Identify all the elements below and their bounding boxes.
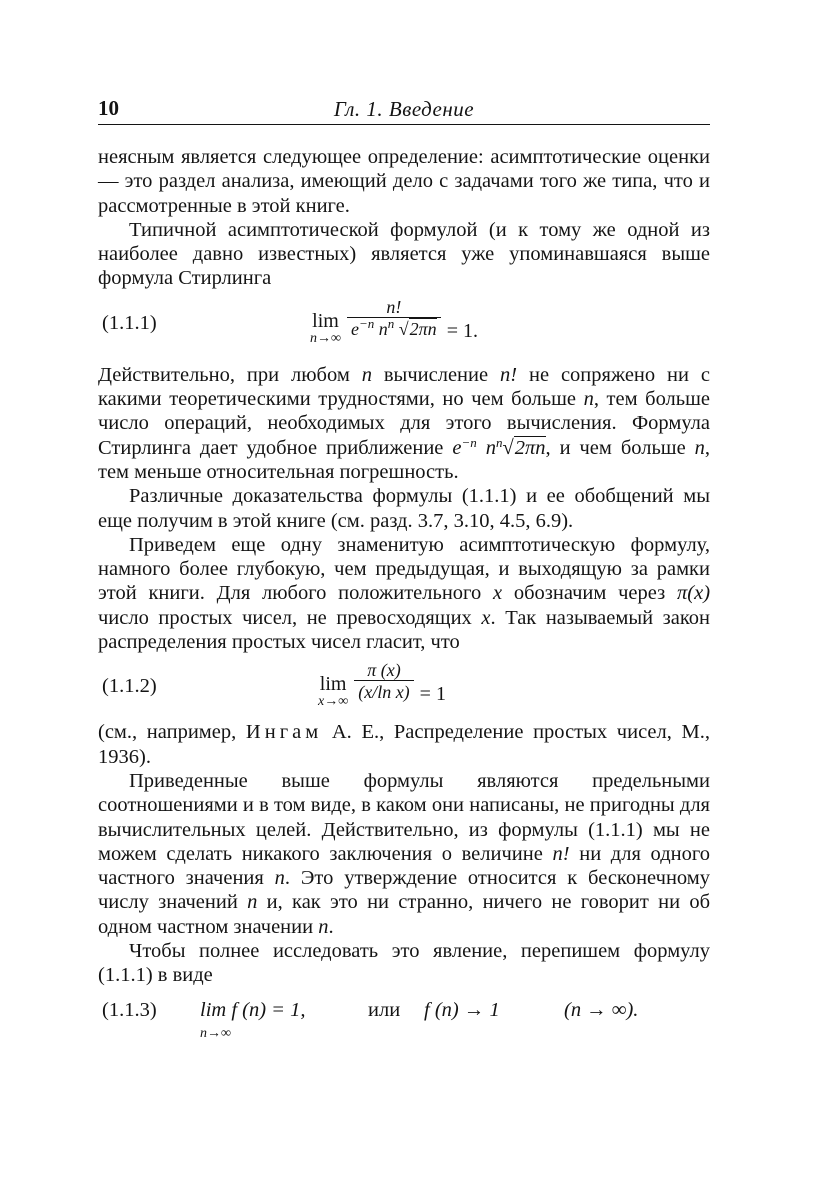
paragraph-3: Действительно, при любом n вычисление n! не сопряжено ни с какими теоретическими трудностями, но чем больше n, тем больше число операций, необходимых для этого вычисления. Формула Стирлинга дает удобное приближение $e^{-n}$ $n^n√2\pi n$, и чем больше n, тем меньше относительная погрешность. [98, 363, 711, 483]
limit-expression: lim f (n) = 1, [200, 998, 306, 1021]
limit-subscript: x→∞ [318, 694, 349, 710]
equation-label: (1.1.1) [102, 311, 157, 334]
paragraph-1: неясным является следующее определение: асимптотические оценки — это раздел анализа, имеющий дело с задачами того же типа, что и рассмотренные в этой книге. [98, 146, 710, 217]
limit-subscript: n→∞ [310, 330, 341, 346]
limit-word: lim [319, 673, 347, 696]
equation-1-1-3 [98, 998, 710, 1046]
paragraph-2: Типичной асимптотической формулой (и к тому же одной из наиболее давно известных) является уже упоминавшаяся выше формула Стирлинга [98, 218, 710, 290]
spaced-author-name: Ингам [245, 721, 323, 744]
convergence-expression: f (n) → 1 [424, 998, 500, 1021]
denominator: (x/ln x) [354, 680, 413, 703]
equation-rhs: = 1 [419, 683, 446, 706]
page-number: 10 [98, 96, 119, 120]
paragraph-6: (см., например, Ингам А. Е., Распределение простых чисел, М., 1936). [98, 721, 711, 768]
running-title: Гл. 1. Введение [333, 97, 475, 121]
prime-number-theorem [318, 660, 446, 709]
numerator: π (x) [367, 660, 401, 681]
book-page [98, 96, 710, 1046]
or-word: или [368, 998, 401, 1021]
limit-subscript: n→∞ [200, 1025, 231, 1041]
equation-label: (1.1.3) [102, 998, 157, 1021]
paragraph-5: Приведем еще одну знаменитую асимптотическую формулу, намного более глубокую, чем предыдущая, и выходящую за рамки этой книги. Для любого положительного x обозначим через π(x) число простых чисел, не превосходящих x. Так называемый закон распределения простых чисел гласит, что [98, 533, 711, 654]
equation-1-1-1 [98, 297, 710, 359]
running-header [98, 96, 710, 125]
fraction [347, 297, 441, 340]
page-body [98, 145, 710, 1046]
limit-condition: (n → ∞). [564, 998, 639, 1021]
numerator: n! [386, 296, 402, 317]
paragraph-4: Различные доказательства формулы (1.1.1) и ее обобщений мы еще получим в этой книге (см. разд. 3.7, 3.10, 4.5, 6.9). [98, 485, 710, 532]
fraction [354, 660, 413, 703]
equation-1-1-2 [98, 660, 710, 716]
limit-word: lim [312, 309, 339, 332]
paragraph-7: Приведенные выше формулы являются предельными соотношениями и в том виде, в каком они написаны, не пригодны для вычислительных целей. Действительно, из формулы (1.1.1) мы не можем сделать никакого заключения о величине n! ни для одного частного значения n. Это утверждение относится к бесконечному числу значений n и, как это ни странно, ничего не говорит ни об одном частном значении n. [98, 769, 711, 938]
denominator: $e^{-n}$ $n^n$ √2πn [347, 317, 441, 340]
stirling-formula [310, 297, 478, 346]
equation-rhs: = 1. [446, 319, 478, 342]
equation-label: (1.1.2) [102, 675, 157, 698]
paragraph-8: Чтобы полнее исследовать это явление, перепишем формулу (1.1.1) в виде [98, 940, 710, 987]
stirling-approximation: $e^{-n}$ $n^n√2\pi n$ [452, 434, 546, 459]
radical-sign-icon: √ [398, 318, 409, 339]
